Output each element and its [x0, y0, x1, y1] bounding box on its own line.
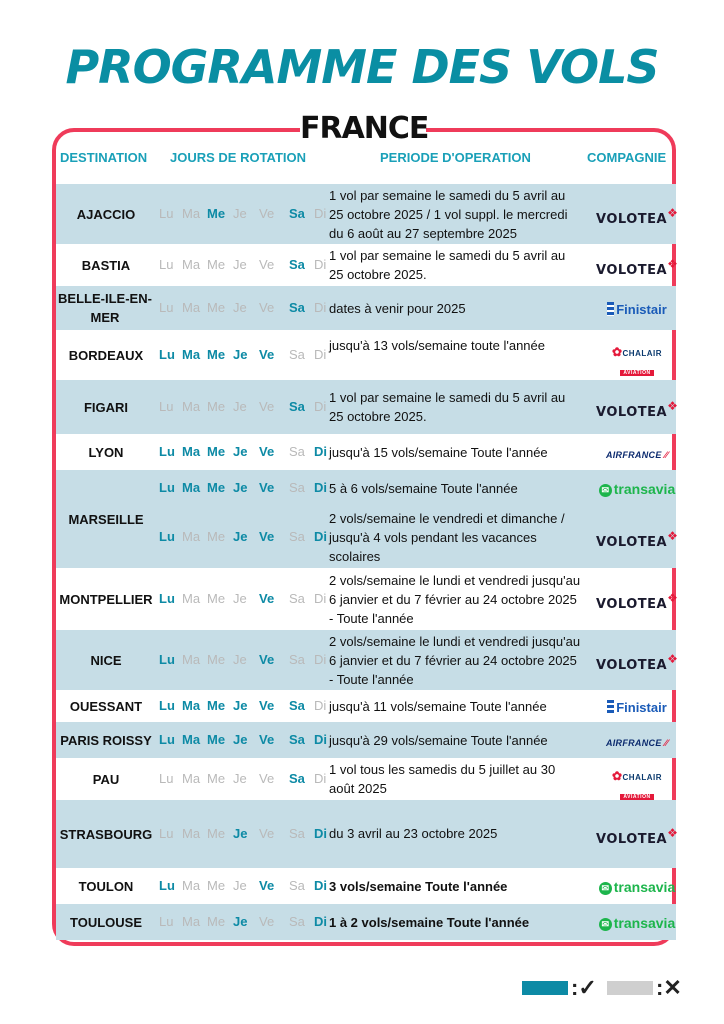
destination-cell: NICE	[90, 652, 122, 668]
day-je-inactive: Je	[233, 878, 247, 893]
day-ma-inactive: Ma	[182, 652, 201, 667]
day-sa-inactive: Sa	[289, 529, 305, 544]
day-ve-active: Ve	[259, 878, 275, 893]
destination-cell: OUESSANT	[69, 698, 143, 714]
day-ve-inactive: Ve	[259, 771, 275, 786]
period-cell: 1 vol par semaine le samedi du 5 avril au 25 octobre 2025 / 1 vol suppl. le mercredi du 6 août au 27 septembre 2025	[329, 187, 568, 241]
header-periode: PERIODE D'OPERATION	[380, 150, 531, 165]
table-row	[56, 690, 676, 722]
day-je-inactive: Je	[233, 771, 247, 786]
airline-logo-airfrance: AIRFRANCE ⁄⁄	[605, 738, 669, 748]
day-ma-inactive: Ma	[182, 257, 201, 272]
period-cell: 2 vols/semaine le lundi et vendredi jusqu'au 6 janvier et du 7 février au 24 octobre 2025 - Toute l'année	[329, 633, 581, 687]
day-je-inactive: Je	[233, 652, 247, 667]
airline-logo-finistair: Finistair	[596, 699, 678, 717]
day-lu-inactive: Lu	[159, 257, 174, 272]
destination-cell: TOULOUSE	[70, 914, 142, 930]
day-lu-inactive: Lu	[159, 826, 174, 841]
day-sa-active: Sa	[289, 206, 305, 221]
day-di-active: Di	[314, 878, 327, 893]
day-je-active: Je	[233, 480, 248, 495]
day-di-active: Di	[314, 826, 327, 841]
destination-cell: AJACCIO	[76, 206, 136, 222]
day-ve-inactive: Ve	[259, 300, 275, 315]
day-lu-active: Lu	[159, 444, 175, 459]
destination-cell: PAU	[92, 771, 120, 787]
day-ve-inactive: Ve	[259, 206, 275, 221]
period-cell: 5 à 6 vols/semaine Toute l'année	[329, 480, 518, 496]
day-me-inactive: Me	[207, 591, 226, 606]
day-je-inactive: Je	[233, 257, 247, 272]
table-row	[56, 800, 679, 868]
day-sa-active: Sa	[289, 300, 305, 315]
day-me-active: Me	[207, 698, 226, 713]
day-lu-inactive: Lu	[159, 300, 174, 315]
table-row	[56, 434, 676, 470]
destination-cell: TOULON	[78, 878, 134, 894]
day-je-active: Je	[233, 444, 248, 459]
day-me-inactive: Me	[207, 826, 226, 841]
airline-logo-volotea: VOLOTEA❖	[596, 257, 679, 278]
legend-inactive-label: :✕	[656, 975, 682, 1000]
day-ma-inactive: Ma	[182, 878, 201, 893]
day-ve-inactive: Ve	[259, 914, 275, 929]
day-sa-inactive: Sa	[289, 826, 305, 841]
day-je-inactive: Je	[233, 300, 247, 315]
section-title: FRANCE	[300, 111, 429, 146]
destination-cell: PARIS ROISSY	[60, 732, 152, 748]
day-ve-inactive: Ve	[259, 826, 275, 841]
day-me-inactive: Me	[207, 399, 226, 414]
legend-active-label: :✓	[571, 975, 597, 1000]
day-me-inactive: Me	[207, 529, 226, 544]
destination-cell: MARSEILLE	[68, 511, 144, 527]
period-cell: 2 vols/semaine le lundi et vendredi jusqu'au 6 janvier et du 7 février au 24 octobre 2025 - Toute l'année	[329, 572, 581, 626]
day-je-active: Je	[233, 732, 248, 747]
day-sa-active: Sa	[289, 732, 305, 747]
day-ve-inactive: Ve	[259, 257, 275, 272]
day-sa-inactive: Sa	[289, 347, 305, 362]
day-me-inactive: Me	[207, 300, 226, 315]
day-ma-inactive: Ma	[182, 529, 201, 544]
day-di-active: Di	[314, 444, 327, 459]
day-ve-active: Ve	[259, 698, 275, 713]
day-di-active: Di	[314, 529, 327, 544]
day-ve-active: Ve	[259, 347, 275, 362]
day-ma-inactive: Ma	[182, 300, 201, 315]
day-ve-active: Ve	[259, 732, 275, 747]
day-sa-active: Sa	[289, 698, 305, 713]
table-row	[56, 568, 679, 630]
airline-logo-volotea: VOLOTEA❖	[596, 399, 679, 420]
day-je-inactive: Je	[233, 591, 247, 606]
day-me-inactive: Me	[207, 257, 226, 272]
destination-cell: BELLE-ILE-EN-MER	[58, 291, 152, 325]
day-ma-active: Ma	[182, 732, 201, 747]
table-row	[56, 904, 676, 940]
airline-logo-transavia: ✉ transavia	[596, 915, 678, 933]
day-je-active: Je	[233, 698, 248, 713]
legend-active-swatch	[522, 981, 568, 995]
destination-cell: LYON	[88, 444, 124, 460]
day-di-active: Di	[314, 914, 327, 929]
table-row	[56, 244, 679, 286]
destination-cell: STRASBOURG	[59, 826, 153, 842]
day-me-active: Me	[207, 347, 226, 362]
day-ma-inactive: Ma	[182, 591, 201, 606]
day-lu-inactive: Lu	[159, 206, 174, 221]
day-ma-active: Ma	[182, 698, 201, 713]
day-ve-active: Ve	[259, 444, 275, 459]
period-cell: jusqu'à 11 vols/semaine Toute l'année	[329, 698, 547, 714]
airline-logo-airfrance: AIRFRANCE ⁄⁄	[605, 450, 669, 460]
day-di-active: Di	[314, 480, 327, 495]
day-ve-active: Ve	[259, 529, 275, 544]
airline-logo-transavia: ✉ transavia	[596, 879, 678, 897]
period-cell: dates à venir pour 2025	[329, 300, 466, 316]
day-di-inactive: Di	[314, 591, 327, 606]
destination-cell: MONTPELLIER	[59, 591, 153, 607]
day-sa-inactive: Sa	[289, 914, 305, 929]
table-row	[56, 868, 676, 904]
day-ve-active: Ve	[259, 652, 275, 667]
page-title: PROGRAMME DES VOLS	[65, 40, 659, 94]
day-di-inactive: Di	[314, 652, 327, 667]
day-me-inactive: Me	[207, 914, 226, 929]
day-ma-active: Ma	[182, 444, 201, 459]
day-me-active: Me	[207, 206, 226, 221]
day-sa-active: Sa	[289, 257, 305, 272]
day-ma-active: Ma	[182, 347, 201, 362]
period-cell: 1 vol par semaine le samedi du 5 avril au 25 octobre 2025.	[329, 248, 566, 282]
day-di-inactive: Di	[314, 698, 327, 713]
day-me-inactive: Me	[207, 771, 226, 786]
airline-logo-chalair: ✿CHALAIR AVIATION	[611, 769, 663, 800]
day-sa-active: Sa	[289, 771, 305, 786]
day-ma-inactive: Ma	[182, 771, 201, 786]
day-lu-active: Lu	[159, 591, 175, 606]
day-ma-inactive: Ma	[182, 399, 201, 414]
day-lu-inactive: Lu	[159, 914, 174, 929]
period-cell: 1 vol tous les samedis du 5 juillet au 30 août 2025	[329, 762, 556, 796]
table-row	[56, 380, 679, 434]
airline-logo-volotea: VOLOTEA❖	[596, 591, 679, 612]
day-je-inactive: Je	[233, 206, 247, 221]
airline-logo-chalair: ✿CHALAIR AVIATION	[611, 345, 663, 376]
airline-logo-volotea: VOLOTEA❖	[596, 652, 679, 673]
day-lu-active: Lu	[159, 878, 175, 893]
day-ma-inactive: Ma	[182, 914, 201, 929]
day-di-inactive: Di	[314, 300, 327, 315]
day-ve-inactive: Ve	[259, 399, 275, 414]
day-je-inactive: Je	[233, 399, 247, 414]
day-lu-active: Lu	[159, 652, 175, 667]
period-cell: jusqu'à 13 vols/semaine toute l'année	[329, 338, 545, 353]
legend-inactive-swatch	[607, 981, 653, 995]
airline-logo-transavia: ✉ transavia	[596, 481, 678, 499]
day-di-inactive: Di	[314, 257, 327, 272]
table-row	[56, 330, 676, 380]
period-cell: jusqu'à 15 vols/semaine Toute l'année	[329, 444, 548, 460]
day-lu-active: Lu	[159, 529, 175, 544]
day-je-active: Je	[233, 347, 248, 362]
airline-logo-volotea: VOLOTEA❖	[596, 826, 679, 847]
day-sa-active: Sa	[289, 399, 305, 414]
day-di-inactive: Di	[314, 771, 327, 786]
period-cell: jusqu'à 29 vols/semaine Toute l'année	[329, 732, 548, 748]
destination-cell: BORDEAUX	[68, 347, 144, 363]
day-ma-inactive: Ma	[182, 206, 201, 221]
day-lu-active: Lu	[159, 480, 175, 495]
day-ve-active: Ve	[259, 480, 275, 495]
day-ma-active: Ma	[182, 480, 201, 495]
day-je-active: Je	[233, 914, 248, 929]
table-row	[56, 758, 676, 800]
period-cell: 3 vols/semaine Toute l'année	[329, 878, 508, 894]
day-di-inactive: Di	[314, 399, 327, 414]
table-row	[56, 184, 679, 244]
day-lu-active: Lu	[159, 698, 175, 713]
day-lu-inactive: Lu	[159, 399, 174, 414]
table-row	[56, 630, 679, 690]
day-di-active: Di	[314, 732, 327, 747]
day-ve-active: Ve	[259, 591, 275, 606]
day-sa-inactive: Sa	[289, 652, 305, 667]
day-di-inactive: Di	[314, 206, 327, 221]
period-cell: 1 vol par semaine le samedi du 5 avril au 25 octobre 2025.	[329, 390, 566, 424]
day-sa-inactive: Sa	[289, 591, 305, 606]
day-me-active: Me	[207, 480, 226, 495]
day-lu-inactive: Lu	[159, 771, 174, 786]
airline-logo-volotea: VOLOTEA❖	[596, 206, 679, 227]
header-destination: DESTINATION	[60, 150, 148, 165]
day-lu-active: Lu	[159, 347, 175, 362]
period-cell: du 3 avril au 23 octobre 2025	[329, 826, 498, 841]
table-row	[56, 722, 676, 758]
period-cell: 2 vols/semaine le vendredi et dimanche / jusqu'à 4 vols pendant les vacances scolaires	[329, 510, 565, 564]
table-row	[56, 470, 676, 527]
day-sa-inactive: Sa	[289, 480, 305, 495]
day-sa-inactive: Sa	[289, 878, 305, 893]
table-row	[56, 286, 676, 330]
period-cell: 1 à 2 vols/semaine Toute l'année	[329, 914, 530, 930]
airline-logo-volotea: VOLOTEA❖	[596, 529, 679, 550]
day-je-active: Je	[233, 529, 248, 544]
day-ma-inactive: Ma	[182, 826, 201, 841]
day-me-active: Me	[207, 444, 226, 459]
day-me-active: Me	[207, 732, 226, 747]
day-sa-inactive: Sa	[289, 444, 305, 459]
day-me-inactive: Me	[207, 652, 226, 667]
destination-cell: BASTIA	[81, 257, 131, 273]
destination-cell: FIGARI	[83, 399, 129, 415]
day-me-inactive: Me	[207, 878, 226, 893]
day-je-active: Je	[233, 826, 248, 841]
day-lu-active: Lu	[159, 732, 175, 747]
header-jours: JOURS DE ROTATION	[170, 150, 307, 165]
header-compagnie: COMPAGNIE	[587, 150, 667, 165]
day-di-inactive: Di	[314, 347, 327, 362]
airline-logo-finistair: Finistair	[596, 301, 678, 319]
